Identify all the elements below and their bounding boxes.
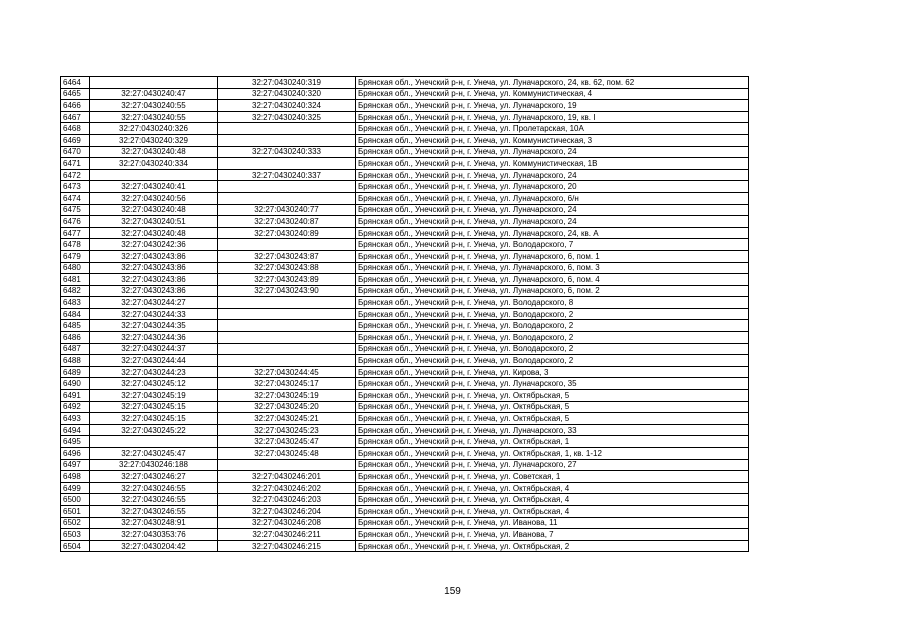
object-number-cell: 32:27:0430246:203 xyxy=(218,494,356,506)
table-row xyxy=(61,482,749,494)
address-cell: Брянская обл., Унечский р-н, г. Унеча, ул. Володарского, 7 xyxy=(356,239,749,251)
cadastral-number-cell: 32:27:0430244:35 xyxy=(90,320,218,332)
row-number-cell: 6466 xyxy=(61,100,90,112)
table-row xyxy=(61,401,749,413)
cadastral-number-cell: 32:27:0430243:86 xyxy=(90,274,218,286)
table-row xyxy=(61,471,749,483)
row-number-cell: 6481 xyxy=(61,274,90,286)
cadastral-number-cell: 32:27:0430245:15 xyxy=(90,401,218,413)
address-cell: Брянская обл., Унечский р-н, г. Унеча, ул. Луначарского, 6, пом. 2 xyxy=(356,285,749,297)
cadastral-number-cell: 32:27:0430244:44 xyxy=(90,355,218,367)
cadastral-number-cell: 32:27:0430246:55 xyxy=(90,494,218,506)
object-number-cell xyxy=(218,158,356,170)
object-number-cell: 32:27:0430246:215 xyxy=(218,540,356,552)
table-row xyxy=(61,146,749,158)
row-number-cell: 6482 xyxy=(61,285,90,297)
object-number-cell: 32:27:0430245:23 xyxy=(218,424,356,436)
cadastral-number-cell: 32:27:0430246:188 xyxy=(90,459,218,471)
row-number-cell: 6493 xyxy=(61,413,90,425)
table-row xyxy=(61,111,749,123)
cadastral-number-cell: 32:27:0430240:48 xyxy=(90,227,218,239)
object-number-cell: 32:27:0430240:77 xyxy=(218,204,356,216)
table-row xyxy=(61,158,749,170)
object-number-cell: 32:27:0430240:89 xyxy=(218,227,356,239)
object-number-cell: 32:27:0430240:337 xyxy=(218,169,356,181)
address-cell: Брянская обл., Унечский р-н, г. Унеча, ул. Октябрьская, 2 xyxy=(356,540,749,552)
cadastral-number-cell: 32:27:0430248:91 xyxy=(90,517,218,529)
table-row xyxy=(61,123,749,135)
address-cell: Брянская обл., Унечский р-н, г. Унеча, ул. Луначарского, 6, пом. 4 xyxy=(356,274,749,286)
table-row xyxy=(61,169,749,181)
cadastral-number-cell: 32:27:0430240:47 xyxy=(90,88,218,100)
address-cell: Брянская обл., Унечский р-н, г. Унеча, ул. Луначарского, 24 xyxy=(356,146,749,158)
cadastral-number-cell: 32:27:0430244:27 xyxy=(90,297,218,309)
table-row xyxy=(61,88,749,100)
table-row xyxy=(61,250,749,262)
address-cell: Брянская обл., Унечский р-н, г. Унеча, ул. Луначарского, 24 xyxy=(356,204,749,216)
object-number-cell: 32:27:0430245:47 xyxy=(218,436,356,448)
table-row xyxy=(61,216,749,228)
cadastral-number-cell: 32:27:0430240:326 xyxy=(90,123,218,135)
cadastral-number-cell: 32:27:0430242:36 xyxy=(90,239,218,251)
cadastral-number-cell: 32:27:0430240:48 xyxy=(90,146,218,158)
row-number-cell: 6480 xyxy=(61,262,90,274)
table-row xyxy=(61,134,749,146)
table-row xyxy=(61,320,749,332)
table-row xyxy=(61,227,749,239)
table-row xyxy=(61,424,749,436)
row-number-cell: 6465 xyxy=(61,88,90,100)
address-cell: Брянская обл., Унечский р-н, г. Унеча, ул. Октябрьская, 1, кв. 1-12 xyxy=(356,448,749,460)
address-cell: Брянская обл., Унечский р-н, г. Унеча, ул. Луначарского, 20 xyxy=(356,181,749,193)
address-cell: Брянская обл., Унечский р-н, г. Унеча, ул. Луначарского, 6, пом. 3 xyxy=(356,262,749,274)
row-number-cell: 6488 xyxy=(61,355,90,367)
object-number-cell: 32:27:0430245:21 xyxy=(218,413,356,425)
table-row xyxy=(61,436,749,448)
object-number-cell: 32:27:0430240:87 xyxy=(218,216,356,228)
row-number-cell: 6485 xyxy=(61,320,90,332)
address-cell: Брянская обл., Унечский р-н, г. Унеча, ул. Луначарского, 6, пом. 1 xyxy=(356,250,749,262)
cadastral-number-cell: 32:27:0430244:33 xyxy=(90,308,218,320)
address-cell: Брянская обл., Унечский р-н, г. Унеча, ул. Луначарского, 35 xyxy=(356,378,749,390)
row-number-cell: 6491 xyxy=(61,390,90,402)
object-number-cell: 32:27:0430240:333 xyxy=(218,146,356,158)
row-number-cell: 6464 xyxy=(61,77,90,89)
cadastral-number-cell: 32:27:0430240:329 xyxy=(90,134,218,146)
cadastral-number-cell xyxy=(90,169,218,181)
cadastral-number-cell: 32:27:0430245:19 xyxy=(90,390,218,402)
object-number-cell: 32:27:0430246:201 xyxy=(218,471,356,483)
object-number-cell xyxy=(218,192,356,204)
object-number-cell xyxy=(218,343,356,355)
object-number-cell: 32:27:0430245:17 xyxy=(218,378,356,390)
address-cell: Брянская обл., Унечский р-н, г. Унеча, ул. Октябрьская, 1 xyxy=(356,436,749,448)
cadastral-number-cell: 32:27:0430246:27 xyxy=(90,471,218,483)
object-number-cell xyxy=(218,355,356,367)
object-number-cell: 32:27:0430243:90 xyxy=(218,285,356,297)
table-row xyxy=(61,308,749,320)
table-row xyxy=(61,448,749,460)
page-number: 159 xyxy=(444,586,461,597)
object-number-cell: 32:27:0430245:20 xyxy=(218,401,356,413)
address-cell: Брянская обл., Унечский р-н, г. Унеча, ул. Володарского, 2 xyxy=(356,320,749,332)
address-cell: Брянская обл., Унечский р-н, г. Унеча, ул. Коммунистическая, 4 xyxy=(356,88,749,100)
address-cell: Брянская обл., Унечский р-н, г. Унеча, ул. Володарского, 2 xyxy=(356,355,749,367)
address-cell: Брянская обл., Унечский р-н, г. Унеча, ул. Луначарского, 24 xyxy=(356,169,749,181)
cadastral-number-cell: 32:27:0430243:86 xyxy=(90,250,218,262)
table-row xyxy=(61,100,749,112)
row-number-cell: 6499 xyxy=(61,482,90,494)
row-number-cell: 6471 xyxy=(61,158,90,170)
object-number-cell xyxy=(218,332,356,344)
row-number-cell: 6496 xyxy=(61,448,90,460)
cadastral-number-cell: 32:27:0430240:51 xyxy=(90,216,218,228)
cadastral-number-cell: 32:27:0430245:15 xyxy=(90,413,218,425)
table-row xyxy=(61,285,749,297)
cadastral-table xyxy=(60,76,749,552)
cadastral-number-cell: 32:27:0430244:36 xyxy=(90,332,218,344)
address-cell: Брянская обл., Унечский р-н, г. Унеча, ул. Октябрьская, 5 xyxy=(356,401,749,413)
cadastral-number-cell: 32:27:0430245:12 xyxy=(90,378,218,390)
cadastral-number-cell: 32:27:0430243:86 xyxy=(90,285,218,297)
object-number-cell: 32:27:0430246:204 xyxy=(218,505,356,517)
cadastral-number-cell: 32:27:0430240:334 xyxy=(90,158,218,170)
object-number-cell xyxy=(218,181,356,193)
object-number-cell: 32:27:0430240:320 xyxy=(218,88,356,100)
table-row xyxy=(61,332,749,344)
row-number-cell: 6474 xyxy=(61,192,90,204)
object-number-cell xyxy=(218,459,356,471)
object-number-cell: 32:27:0430245:19 xyxy=(218,390,356,402)
address-cell: Брянская обл., Унечский р-н, г. Унеча, ул. Коммунистическая, 1В xyxy=(356,158,749,170)
row-number-cell: 6497 xyxy=(61,459,90,471)
row-number-cell: 6484 xyxy=(61,308,90,320)
cadastral-number-cell: 32:27:0430240:55 xyxy=(90,111,218,123)
cadastral-number-cell: 32:27:0430204:42 xyxy=(90,540,218,552)
cadastral-number-cell: 32:27:0430240:55 xyxy=(90,100,218,112)
row-number-cell: 6495 xyxy=(61,436,90,448)
row-number-cell: 6483 xyxy=(61,297,90,309)
address-cell: Брянская обл., Унечский р-н, г. Унеча, ул. Иванова, 11 xyxy=(356,517,749,529)
address-cell: Брянская обл., Унечский р-н, г. Унеча, ул. Октябрьская, 4 xyxy=(356,482,749,494)
address-cell: Брянская обл., Унечский р-н, г. Унеча, ул. Кирова, 3 xyxy=(356,366,749,378)
object-number-cell: 32:27:0430245:48 xyxy=(218,448,356,460)
address-cell: Брянская обл., Унечский р-н, г. Унеча, ул. Володарского, 2 xyxy=(356,308,749,320)
table-row xyxy=(61,192,749,204)
address-cell: Брянская обл., Унечский р-н, г. Унеча, ул. Иванова, 7 xyxy=(356,529,749,541)
cadastral-number-cell: 32:27:0430246:55 xyxy=(90,505,218,517)
row-number-cell: 6498 xyxy=(61,471,90,483)
object-number-cell xyxy=(218,297,356,309)
table-row xyxy=(61,413,749,425)
address-cell: Брянская обл., Унечский р-н, г. Унеча, ул. Володарского, 8 xyxy=(356,297,749,309)
row-number-cell: 6475 xyxy=(61,204,90,216)
table-row xyxy=(61,262,749,274)
table-row xyxy=(61,239,749,251)
object-number-cell: 32:27:0430240:325 xyxy=(218,111,356,123)
row-number-cell: 6501 xyxy=(61,505,90,517)
cadastral-number-cell: 32:27:0430245:47 xyxy=(90,448,218,460)
object-number-cell xyxy=(218,134,356,146)
address-cell: Брянская обл., Унечский р-н, г. Унеча, ул. Пролетарская, 10А xyxy=(356,123,749,135)
table-row xyxy=(61,494,749,506)
object-number-cell: 32:27:0430240:319 xyxy=(218,77,356,89)
table-row xyxy=(61,517,749,529)
object-number-cell xyxy=(218,239,356,251)
cadastral-number-cell: 32:27:0430240:41 xyxy=(90,181,218,193)
table-row xyxy=(61,459,749,471)
address-cell: Брянская обл., Унечский р-н, г. Унеча, ул. Луначарского, 24, кв. 62, пом. 62 xyxy=(356,77,749,89)
table-row xyxy=(61,297,749,309)
row-number-cell: 6489 xyxy=(61,366,90,378)
cadastral-number-cell: 32:27:0430246:55 xyxy=(90,482,218,494)
address-cell: Брянская обл., Унечский р-н, г. Унеча, ул. Октябрьская, 5 xyxy=(356,413,749,425)
address-cell: Брянская обл., Унечский р-н, г. Унеча, ул. Луначарского, 6/н xyxy=(356,192,749,204)
row-number-cell: 6502 xyxy=(61,517,90,529)
row-number-cell: 6477 xyxy=(61,227,90,239)
address-cell: Брянская обл., Унечский р-н, г. Унеча, ул. Володарского, 2 xyxy=(356,343,749,355)
table-row xyxy=(61,274,749,286)
address-cell: Брянская обл., Унечский р-н, г. Унеча, ул. Луначарского, 24 xyxy=(356,216,749,228)
address-cell: Брянская обл., Унечский р-н, г. Унеча, ул. Луначарского, 24, кв. А xyxy=(356,227,749,239)
object-number-cell: 32:27:0430246:211 xyxy=(218,529,356,541)
address-cell: Брянская обл., Унечский р-н, г. Унеча, ул. Октябрьская, 4 xyxy=(356,494,749,506)
address-cell: Брянская обл., Унечский р-н, г. Унеча, ул. Коммунистическая, 3 xyxy=(356,134,749,146)
object-number-cell: 32:27:0430243:89 xyxy=(218,274,356,286)
row-number-cell: 6473 xyxy=(61,181,90,193)
row-number-cell: 6486 xyxy=(61,332,90,344)
row-number-cell: 6494 xyxy=(61,424,90,436)
address-cell: Брянская обл., Унечский р-н, г. Унеча, ул. Октябрьская, 4 xyxy=(356,505,749,517)
table-row xyxy=(61,378,749,390)
address-cell: Брянская обл., Унечский р-н, г. Унеча, ул. Луначарского, 27 xyxy=(356,459,749,471)
table-row xyxy=(61,505,749,517)
address-cell: Брянская обл., Унечский р-н, г. Унеча, ул. Советская, 1 xyxy=(356,471,749,483)
object-number-cell: 32:27:0430246:208 xyxy=(218,517,356,529)
table-row xyxy=(61,355,749,367)
table-row xyxy=(61,390,749,402)
row-number-cell: 6503 xyxy=(61,529,90,541)
row-number-cell: 6476 xyxy=(61,216,90,228)
object-number-cell: 32:27:0430244:45 xyxy=(218,366,356,378)
address-cell: Брянская обл., Унечский р-н, г. Унеча, ул. Луначарского, 19, кв. I xyxy=(356,111,749,123)
cadastral-number-cell: 32:27:0430244:23 xyxy=(90,366,218,378)
cadastral-number-cell: 32:27:0430240:48 xyxy=(90,204,218,216)
row-number-cell: 6478 xyxy=(61,239,90,251)
cadastral-number-cell xyxy=(90,77,218,89)
cadastral-number-cell: 32:27:0430240:56 xyxy=(90,192,218,204)
address-cell: Брянская обл., Унечский р-н, г. Унеча, ул. Володарского, 2 xyxy=(356,332,749,344)
row-number-cell: 6504 xyxy=(61,540,90,552)
row-number-cell: 6467 xyxy=(61,111,90,123)
table-row xyxy=(61,366,749,378)
object-number-cell xyxy=(218,123,356,135)
object-number-cell: 32:27:0430246:202 xyxy=(218,482,356,494)
table-row xyxy=(61,540,749,552)
table-row xyxy=(61,529,749,541)
cadastral-number-cell: 32:27:0430243:86 xyxy=(90,262,218,274)
row-number-cell: 6479 xyxy=(61,250,90,262)
address-cell: Брянская обл., Унечский р-н, г. Унеча, ул. Луначарского, 33 xyxy=(356,424,749,436)
cadastral-number-cell xyxy=(90,436,218,448)
table-row xyxy=(61,204,749,216)
object-number-cell: 32:27:0430243:88 xyxy=(218,262,356,274)
row-number-cell: 6469 xyxy=(61,134,90,146)
row-number-cell: 6472 xyxy=(61,169,90,181)
row-number-cell: 6490 xyxy=(61,378,90,390)
table-row xyxy=(61,77,749,89)
object-number-cell: 32:27:0430240:324 xyxy=(218,100,356,112)
cadastral-number-cell: 32:27:0430245:22 xyxy=(90,424,218,436)
cadastral-number-cell: 32:27:0430353:76 xyxy=(90,529,218,541)
address-cell: Брянская обл., Унечский р-н, г. Унеча, ул. Октябрьская, 5 xyxy=(356,390,749,402)
row-number-cell: 6487 xyxy=(61,343,90,355)
table-body xyxy=(61,77,749,552)
object-number-cell: 32:27:0430243:87 xyxy=(218,250,356,262)
row-number-cell: 6470 xyxy=(61,146,90,158)
row-number-cell: 6468 xyxy=(61,123,90,135)
cadastral-number-cell: 32:27:0430244:37 xyxy=(90,343,218,355)
table-row xyxy=(61,343,749,355)
row-number-cell: 6500 xyxy=(61,494,90,506)
address-cell: Брянская обл., Унечский р-н, г. Унеча, ул. Луначарского, 19 xyxy=(356,100,749,112)
table-row xyxy=(61,181,749,193)
row-number-cell: 6492 xyxy=(61,401,90,413)
object-number-cell xyxy=(218,320,356,332)
object-number-cell xyxy=(218,308,356,320)
